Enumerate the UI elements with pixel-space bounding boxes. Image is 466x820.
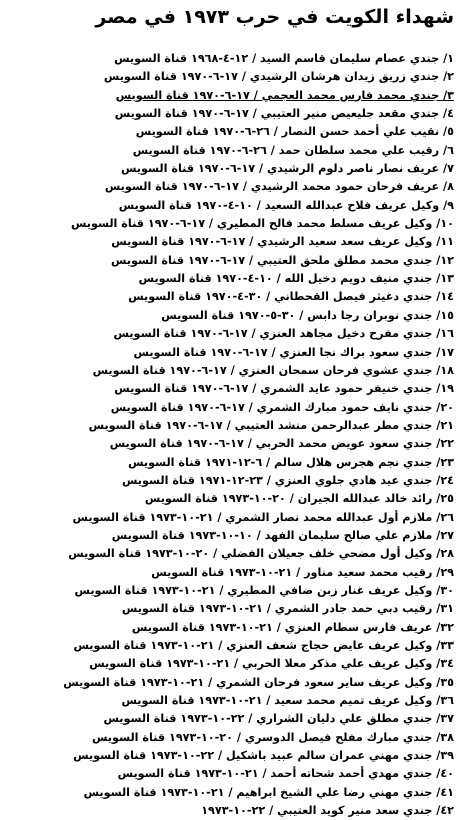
list-item	[8, 215, 454, 233]
list-item	[8, 527, 454, 545]
list-item-text: ٣٣/ وكيل عريف عايض حجاج شعف العنزي / ٢١-١٠-١٩٧٣ قناة السويس	[73, 639, 454, 652]
list-item	[8, 472, 454, 490]
list-item	[8, 178, 454, 196]
list-item	[8, 197, 454, 215]
list-item	[8, 435, 454, 453]
list-item	[8, 270, 454, 288]
list-item	[8, 417, 454, 435]
list-item	[8, 545, 454, 563]
list-item-text: ٧/ عريف نصار ناصر دلوم الرشيدي / ١٧-٦-١٩٧٠ قناة السويس	[121, 162, 454, 176]
list-item	[8, 490, 454, 508]
list-item	[8, 123, 454, 141]
list-item-text: ١٤/ جندي دغيثر فيصل القحطاني / ٣٠-٤-١٩٧٠ قناة السويس	[128, 290, 454, 304]
list-item-text: ٤/ جندي مقعد جليعيص منير العتيبي / ١٧-٦-١٩٧٠ قناة السويس	[114, 107, 454, 121]
list-item-text: ٢٨/ وكيل أول مضحي خلف جعيلان الفضلي / ٢٠-١٠-١٩٧٣ قناة السويس	[68, 547, 454, 561]
page-title: شهداء الكويت في حرب ١٩٧٣ في مصر	[95, 6, 454, 28]
list-item-text: ٤٠/ جندي مهدي أحمد شحاته أحمد / ٢١-١٠-١٩٧٣ قناة السويس	[117, 767, 454, 781]
list-item	[8, 307, 454, 325]
list-item	[8, 564, 454, 582]
list-item	[8, 765, 454, 783]
list-item-text: ١٨/ جندي عشوي فرحان سمحان العنزي / ١٧-٦-١٩٧٠ قناة السويس	[92, 363, 454, 377]
list-item-text: ٣٤/ وكيل عريف علي مذكر معلا الحربي / ٢١-١٠-١٩٧٣ قناة السويس	[89, 657, 454, 671]
list-item-text: ٤١/ جندي مهني رضا علي الشيخ ابراهيم / ٢١-١٠-١٩٧٣ قناة السويس	[83, 785, 454, 799]
list-item-text: ١٢/ جندي محمد مطلق ملحق العتيبي / ١٧-٦-١٩٧٠ قناة السويس	[111, 253, 454, 267]
list-item	[8, 692, 454, 710]
list-item	[8, 233, 454, 251]
list-item	[8, 747, 454, 765]
list-item	[8, 509, 454, 527]
list-item	[8, 160, 454, 178]
list-item	[8, 325, 454, 343]
list-item	[8, 655, 454, 673]
list-item	[8, 50, 454, 68]
list-item-text: ٣٠/ وكيل عريف غنار زبن ضافي المطيري / ٢١-١٠-١٩٧٣ قناة السويس	[74, 583, 454, 597]
list-item-text: ٣١/ رقيب دبي حمد جادر الشمري / ٢١-١٠-١٩٧٣ قناة السويس	[121, 602, 454, 616]
list-item	[8, 380, 454, 398]
list-item	[8, 674, 454, 692]
list-item	[8, 784, 454, 802]
list-item-text: ٣٧/ جندي مطلق علي دليان الشراري / ٢٢-١٠-١٩٧٣ قناة السويس	[103, 712, 454, 726]
list-item	[8, 362, 454, 380]
list-item	[8, 802, 454, 820]
list-item	[8, 619, 454, 637]
list-item	[8, 637, 454, 655]
list-item-text: ٣٥/ وكيل عريف ساير سعود فرحان الشمري / ٢١-١٠-١٩٧٣ قناة السويس	[63, 675, 454, 689]
list-item-text: ١/ جندي عصام سليمان قاسم السيد / ١٢-٤-١٩٦٨ قناة السويس	[114, 52, 454, 65]
list-item	[8, 142, 454, 160]
list-item	[8, 87, 454, 105]
list-item-text: ٣٩/ جندي مهني عمران سالم عبيد باشكيل / ٢٢-١٠-١٩٧٣ قناة السويس	[73, 749, 454, 763]
list-item	[8, 454, 454, 472]
list-item-text: ٥/ نقيب علي أحمد حسن النصار / ٢٦-٦-١٩٧٠ قناة السويس	[135, 125, 454, 139]
list-item-text: ٦/ رقيب علي محمد سلطان حمد / ٢٦-٦-١٩٧٠ قناة السويس	[132, 143, 454, 157]
list-item-text: ٣/ جندي محمد فارس محمد العجمي / ١٧-٦-١٩٧٠ قناة السويس	[115, 88, 454, 102]
list-item-text: ٣٦/ وكيل عريف تميم محمد سعيد / ٢١-١٠-١٩٧٣ قناة السويس	[121, 694, 454, 708]
list-item	[8, 252, 454, 270]
list-item-text: ١٥/ جندي نوبران رجا دابس / ٣٠-٥-١٩٧٠ قناة السويس	[161, 308, 454, 322]
list-item	[8, 288, 454, 306]
list-item-text: ٢٢/ جندي سعود عويض محمد الحربي / ١٧-٦-١٩٧٠ قناة السويس	[109, 437, 454, 451]
list-item-text: ٣٨/ جندي مبارك مفلح فيصل الدوسري / ٢٠-١٠-١٩٧٣ قناة السويس	[92, 730, 454, 744]
list-item-text: ٤٢/ جندي سعد منير كويد العتيبي / ٢٢-١٠-١٩٧٣	[201, 804, 454, 818]
list-item-text: ٢/ جندي زريق زيدان هرشان الرشيدي / ١٧-٦-١٩٧٠ قناة السويس	[103, 70, 454, 84]
list-item	[8, 68, 454, 86]
martyrs-list	[8, 50, 454, 820]
list-item-text: ٢٣/ جندي نجم هجرس هلال سالم / ٦-١٢-١٩٧١ قناة السويس	[128, 455, 454, 469]
list-item-text: ٣٢/ عريف فارس سطام العنزي / ٢١-١٠-١٩٧٣ قناة السويس	[131, 620, 454, 634]
list-item-text: ٢٩/ رقيب محمد سعيد مناور / ٢١-١٠-١٩٧٣ قناة السويس	[151, 565, 454, 579]
list-item-text: ٢١/ جندي مطر عبدالرحمن منشد العتيبي / ١٧-٦-١٩٧٠ قناة السويس	[88, 418, 454, 432]
list-item-text: ٢٠/ جندي نايف حمود مبارك الشمري / ١٧-٦-١٩٧٠ قناة السويس	[110, 400, 454, 414]
list-item-text: ٨/ عريف فرحان حمود محمد الرشيدي / ١٧-٦-١٩٧٠ قناة السويس	[104, 180, 454, 194]
list-item-text: ١٩/ جندي خنيفر حمود عايد الشمري / ١٧-٦-١٩٧٠ قناة السويس	[114, 382, 454, 396]
list-item-text: ١٣/ جندي منيف دويم دخيل الله / ١٠-٤-١٩٧٠ قناة السويس	[138, 272, 454, 286]
list-item-text: ١٧/ جندي سعود براك نجا العنزي / ١٧-٦-١٩٧٠ قناة السويس	[133, 345, 454, 359]
list-item-text: ٢٤/ جندي عيد هادي جلوي العنزي / ٢٣-١٢-١٩٧١ قناة السويس	[121, 473, 454, 487]
list-item	[8, 399, 454, 417]
list-item-text: ٢٧/ ملازم علي صالح سليمان الفهد / ١٠-١٠-١٩٧٣ قناة السويس	[111, 528, 454, 542]
list-item-text: ٩/ وكيل عريف فلاح عبدالله السعيد / ١٠-٤-١٩٧٠ قناة السويس	[118, 198, 454, 212]
list-item	[8, 582, 454, 600]
list-item	[8, 344, 454, 362]
list-item-text: ١١/ وكيل عريف سعد سعيد الرشيدي / ١٧-٦-١٩٧٠ قناة السويس	[111, 235, 454, 249]
list-item	[8, 710, 454, 728]
list-item-text: ١٠/ وكيل عريف مسلط محمد فالح المطيري / ١٧-٦-١٩٧٠ قناة السويس	[70, 217, 454, 231]
list-item-text: ١٦/ جندي مفرح دخيل مجاهد العنزي / ١٧-٦-١٩٧٠ قناة السويس	[113, 327, 454, 341]
list-item-text: ٢٦/ ملازم أول عبدالله محمد نصار الشمري / ٢١-١٠-١٩٧٣ قناة السويس	[72, 510, 454, 524]
list-item	[8, 729, 454, 747]
list-item-text: ٢٥/ رائد خالد عبدالله الجيران / ٢٠-١٠-١٩٧٣ قناة السويس	[144, 492, 454, 506]
list-item	[8, 105, 454, 123]
list-item	[8, 600, 454, 618]
